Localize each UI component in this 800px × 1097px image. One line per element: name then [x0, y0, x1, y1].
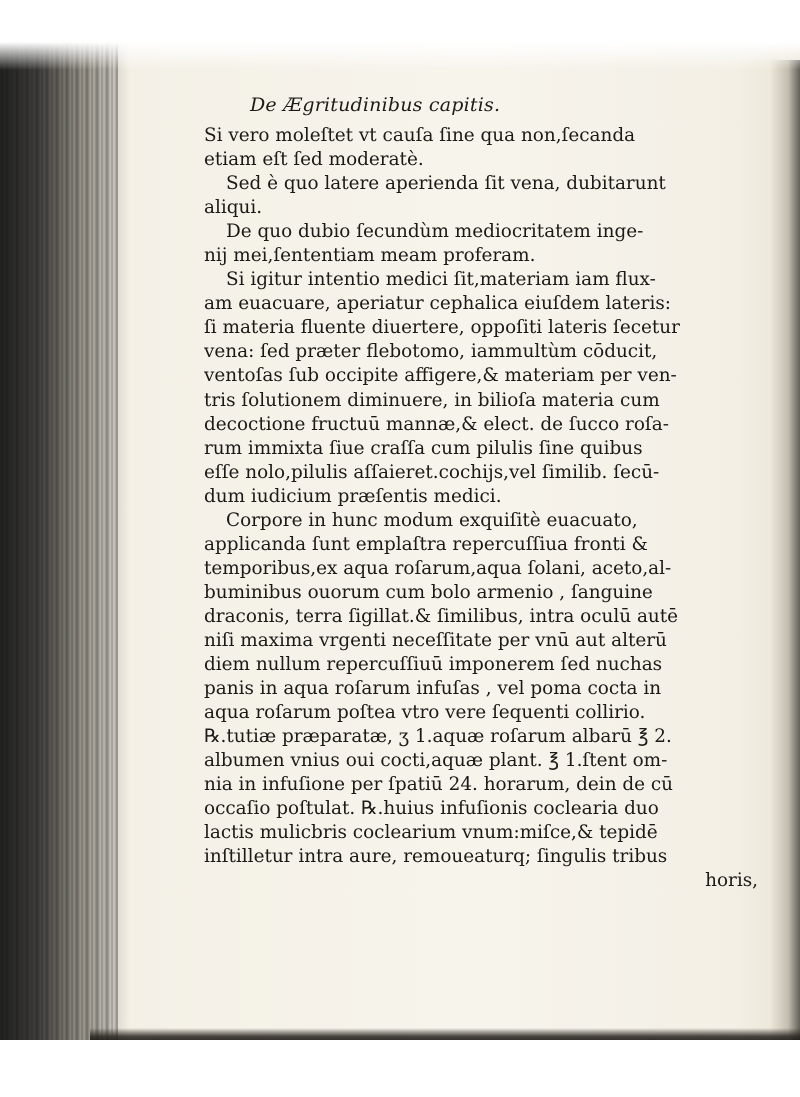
text-line: Si igitur intentio medici ſit,materiam iam flux-	[226, 269, 656, 291]
text-line: inſtilletur intra aure, remoueaturq; ſingulis tribus	[204, 846, 668, 868]
text-line: dum iudicium præſentis medici.	[204, 485, 502, 507]
scan-top-margin	[0, 0, 800, 70]
text-line: Corpore in hunc modum exquiſitè euacuato,	[226, 509, 638, 531]
text-line: panis in aqua roſarum infuſas , vel poma cocta in	[204, 678, 662, 700]
text-line: lactis mulicbris coclearium vnum:miſce,& tepidē	[204, 822, 658, 844]
page-right-edge	[770, 60, 800, 1040]
text-line: Sed è quo latere aperienda ſit vena, dubitarunt	[226, 173, 666, 195]
text-line: niſi maxima vrgenti neceſſitate per vnū aut alterū	[204, 629, 667, 651]
body-text	[204, 124, 766, 894]
text-line: rum immixta ſiue craſſa cum pilulis ſine quibus	[204, 437, 643, 459]
text-line: ſi materia fluente diuertere, oppoſiti lateris ſecetur	[204, 317, 680, 339]
text-line: etiam eſt ſed moderatè.	[204, 149, 424, 171]
text-line: ℞.tutiæ præparatæ, ʒ 1.aquæ roſarum albarū ℥ 2.	[204, 726, 672, 748]
text-line: am euacuare, aperiatur cephalica eiuſdem lateris:	[204, 293, 671, 315]
text-line: applicanda ſunt emplaſtra repercuſſiua fronti &	[204, 533, 648, 555]
running-header: De Ægritudinibus capitis.	[250, 94, 501, 116]
text-line: aliqui.	[204, 197, 263, 219]
text-line: albumen vnius oui cocti,aquæ plant. ℥ 1.ſtent om-	[204, 750, 668, 772]
text-line: buminibus ouorum cum bolo armenio , ſanguine	[204, 581, 653, 603]
scan-bottom-margin	[0, 1040, 800, 1097]
text-line: De quo dubio ſecundùm mediocritatem inge-	[226, 221, 644, 243]
text-line: vena: ſed præter flebotomo, iammultùm cōducit,	[204, 341, 658, 363]
text-line: decoctione fructuū mannæ,& elect. de ſucco roſa-	[204, 413, 669, 435]
text-line: nij mei,ſententiam meam proferam.	[204, 245, 536, 267]
text-line: Si vero moleſtet vt cauſa ſine qua non,ſecanda	[204, 125, 636, 146]
text-line: ventoſas ſub occipite affigere,& materiam per ven-	[204, 365, 677, 387]
text-line: tris ſolutionem diminuere, in bilioſa materia cum	[204, 389, 660, 411]
text-line: nia in infuſione per ſpatiū 24. horarum, dein de cū	[204, 774, 674, 796]
text-line: eſſe nolo,pilulis aſſaieret.cochijs,vel ſimilib. ſecū-	[204, 461, 660, 483]
text-line-catchword: horis,	[705, 870, 758, 892]
book-binding	[0, 0, 118, 1097]
text-line: draconis, terra ſigillat.& ſimilibus, intra oculū autē	[204, 605, 679, 627]
text-line: diem nullum repercuſſiuū imponerem ſed nuchas	[204, 654, 663, 676]
text-line: temporibus,ex aqua roſarum,aqua ſolani, aceto,al-	[204, 557, 672, 579]
text-line: occaſio poſtulat. ℞.huius infuſionis coclearia duo	[204, 798, 659, 820]
text-line: aqua roſarum poſtea vtro vere ſequenti collirio.	[204, 702, 646, 724]
